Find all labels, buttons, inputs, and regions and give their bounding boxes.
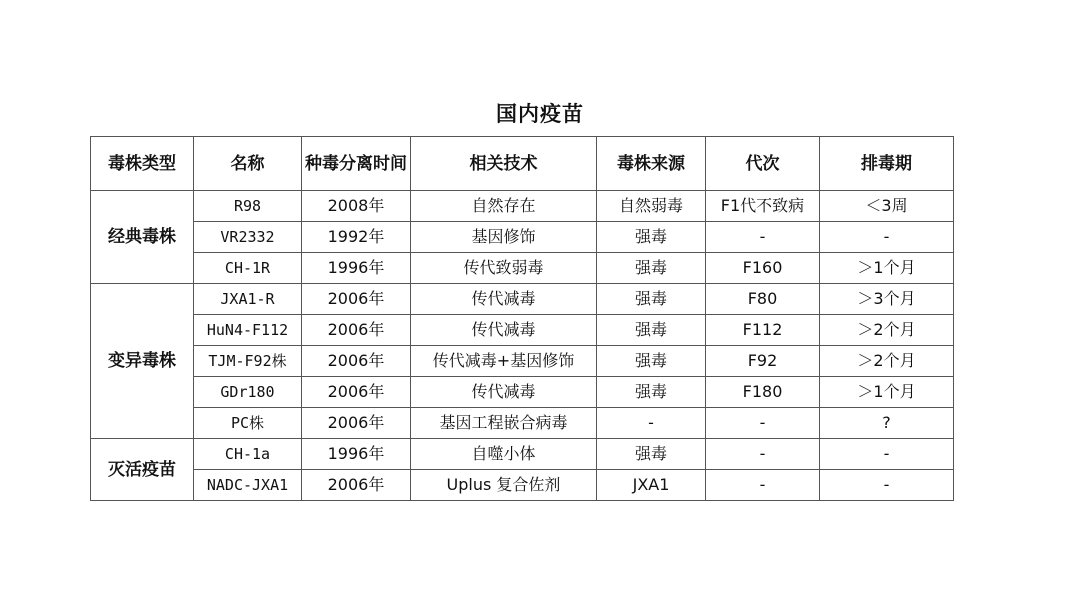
cell-name: NADC-JXA1 [194,470,302,501]
vaccine-table [90,136,954,501]
cell-technology: 自噬小体 [411,439,597,470]
cell-technology: 传代减毒 [411,377,597,408]
cell-isolation-time: 2006年 [302,408,411,439]
cell-isolation-time: 1996年 [302,439,411,470]
group-label: 灭活疫苗 [91,439,194,501]
cell-generation: - [706,222,820,253]
cell-name: HuN4-F112 [194,315,302,346]
table-row [91,439,954,470]
header-technology: 相关技术 [411,137,597,191]
table-row [91,408,954,439]
header-strain-source: 毒株来源 [597,137,706,191]
cell-shedding-period: ＞1个月 [820,377,954,408]
cell-isolation-time: 1996年 [302,253,411,284]
cell-generation: - [706,439,820,470]
header-strain-type: 毒株类型 [91,137,194,191]
header-name: 名称 [194,137,302,191]
cell-shedding-period: - [820,470,954,501]
cell-strain-source: JXA1 [597,470,706,501]
cell-name: VR2332 [194,222,302,253]
cell-name: PC株 [194,408,302,439]
cell-name: GDr180 [194,377,302,408]
cell-technology: 传代减毒 [411,284,597,315]
cell-generation: - [706,408,820,439]
cell-strain-source: 强毒 [597,253,706,284]
cell-generation: F180 [706,377,820,408]
cell-name: TJM-F92株 [194,346,302,377]
cell-generation: - [706,470,820,501]
cell-strain-source: - [597,408,706,439]
cell-isolation-time: 1992年 [302,222,411,253]
cell-shedding-period: ＞2个月 [820,315,954,346]
cell-technology: 基因修饰 [411,222,597,253]
cell-shedding-period: ? [820,408,954,439]
header-isolation-time: 种毒分离时间 [302,137,411,191]
cell-name: R98 [194,191,302,222]
cell-technology: 传代致弱毒 [411,253,597,284]
table-row [91,346,954,377]
cell-technology: 传代减毒 [411,315,597,346]
table-row [91,222,954,253]
cell-name: CH-1a [194,439,302,470]
table-row [91,191,954,222]
cell-shedding-period: ＞3个月 [820,284,954,315]
cell-strain-source: 强毒 [597,439,706,470]
cell-name: CH-1R [194,253,302,284]
cell-technology: 传代减毒+基因修饰 [411,346,597,377]
cell-isolation-time: 2008年 [302,191,411,222]
cell-strain-source: 强毒 [597,222,706,253]
cell-strain-source: 强毒 [597,284,706,315]
cell-generation: F92 [706,346,820,377]
cell-name: JXA1-R [194,284,302,315]
table-row [91,315,954,346]
cell-shedding-period: ＞1个月 [820,253,954,284]
group-label: 变异毒株 [91,284,194,439]
cell-shedding-period: - [820,222,954,253]
cell-technology: 基因工程嵌合病毒 [411,408,597,439]
cell-strain-source: 自然弱毒 [597,191,706,222]
cell-isolation-time: 2006年 [302,315,411,346]
cell-isolation-time: 2006年 [302,470,411,501]
cell-isolation-time: 2006年 [302,284,411,315]
cell-shedding-period: ＜3周 [820,191,954,222]
cell-strain-source: 强毒 [597,315,706,346]
page-title: 国内疫苗 [496,102,584,126]
cell-strain-source: 强毒 [597,346,706,377]
cell-isolation-time: 2006年 [302,377,411,408]
header-shedding-period: 排毒期 [820,137,954,191]
cell-shedding-period: ＞2个月 [820,346,954,377]
cell-technology: 自然存在 [411,191,597,222]
table-row [91,470,954,501]
cell-technology: Uplus 复合佐剂 [411,470,597,501]
cell-generation: F160 [706,253,820,284]
cell-shedding-period: - [820,439,954,470]
cell-generation: F80 [706,284,820,315]
cell-generation: F1代不致病 [706,191,820,222]
header-row [91,137,954,191]
table-row [91,377,954,408]
group-label: 经典毒株 [91,191,194,284]
header-generation: 代次 [706,137,820,191]
cell-isolation-time: 2006年 [302,346,411,377]
table-row [91,253,954,284]
cell-generation: F112 [706,315,820,346]
cell-strain-source: 强毒 [597,377,706,408]
table-row [91,284,954,315]
